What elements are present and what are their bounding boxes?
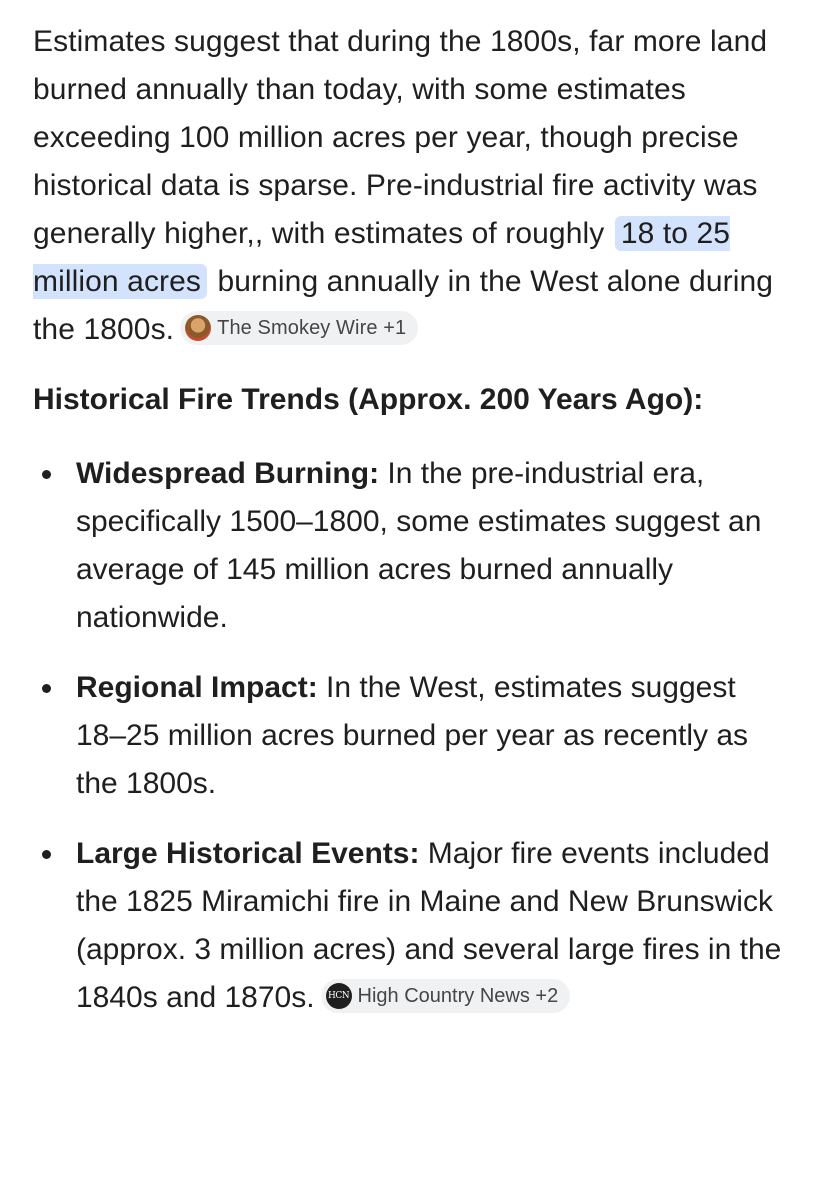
bullet-text: In the West, estimates suggest 18–25 million acres burned per year as recently as the 1800s. bbox=[76, 671, 749, 800]
bullet-dot bbox=[42, 470, 51, 479]
source-chip-smokey-wire[interactable] bbox=[180, 311, 418, 345]
list-item-large-historical-events bbox=[33, 830, 782, 1022]
bullet-title: Regional Impact: bbox=[76, 671, 318, 704]
source-chip-high-country-news[interactable] bbox=[321, 979, 571, 1013]
hcn-logo-icon: HCN bbox=[326, 983, 352, 1009]
bullet-dot bbox=[42, 850, 51, 859]
section-heading: Historical Fire Trends (Approx. 200 Years Ago): bbox=[33, 383, 704, 416]
intro-text-before: Estimates suggest that during the 1800s, far more land burned annually than today, with some estimates exceeding 100 million acres per year, though precise historical data is sparse. Pre-industrial fire activity was generally higher,, with estimates of roughly bbox=[33, 25, 768, 250]
intro-text-after: burning annually in the West alone during the 1800s. bbox=[33, 265, 774, 346]
smokey-bear-avatar-icon bbox=[185, 315, 211, 341]
list-item-regional-impact bbox=[33, 664, 782, 808]
fire-trends-list bbox=[33, 450, 782, 1022]
intro-paragraph bbox=[33, 18, 782, 354]
highlighted-figure[interactable]: 18 to 25 million acres bbox=[33, 217, 731, 298]
source-chip-label: The Smokey Wire +1 bbox=[217, 317, 407, 340]
bullet-dot bbox=[42, 684, 51, 693]
bullet-title: Widespread Burning: bbox=[76, 457, 380, 490]
bullet-text: In the pre-industrial era, specifically 1500–1800, some estimates suggest an average of 145 million acres burned annually nationwide. bbox=[76, 457, 762, 634]
source-chip-label: High Country News +2 bbox=[357, 985, 559, 1008]
bullet-text: Major fire events included the 1825 Miramichi fire in Maine and New Brunswick (approx. 3 million acres) and several large fires in the 1840s and 1870s. bbox=[76, 837, 782, 1014]
bullet-title: Large Historical Events: bbox=[76, 837, 420, 870]
list-item-widespread-burning bbox=[33, 450, 782, 642]
